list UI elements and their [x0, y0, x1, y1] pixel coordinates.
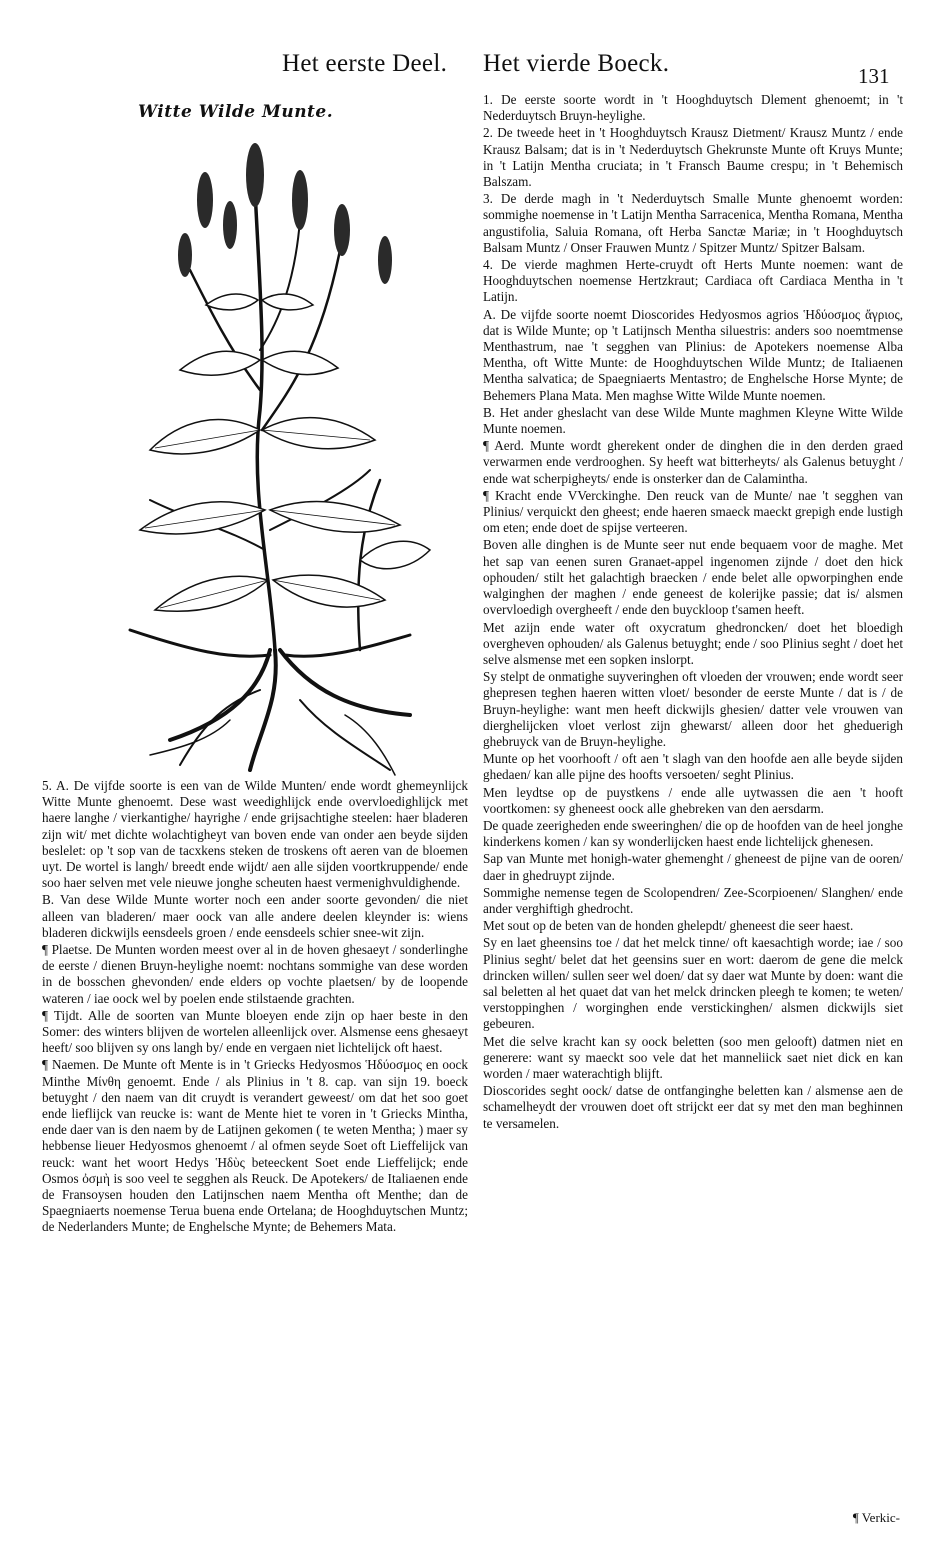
paragraph: Met azijn ende water oft oxycratum ghedroncken/ doet het bloedigh overgheven ophouden/ als Galenus betuyght; ende / soo Plinius seght / doet het selve alsmense met een sopken inslorpt.: [483, 619, 903, 667]
page-number: 131: [858, 64, 890, 88]
paragraph: Sy stelpt de onmatighe suyveringhen oft vloeden der vrouwen; ende wordt seer ghepresen teghen haeren witten vloet/ besonder de eerste Munte / dat is / de Bruyn-heylighe: want men heeft dickwijls ghesien/ datter vele vrouwen van dierghelijcken vloet verlost zijn ghewarst/ alleen door het gheduerigh ghebruyck van de Bruyn-heylighe.: [483, 669, 903, 749]
left-column-text: [42, 778, 468, 1236]
paragraph: 1. De eerste soorte wordt in 't Hooghduytsch Dlement ghenoemt; in 't Nederduytsch Bruyn-heylighe.: [483, 92, 903, 124]
paragraph: Boven alle dinghen is de Munte seer nut ende bequaem voor de maghe. Met het sap van eenen suren Granaet-appel ingenomen zijnde / doet den hick ophouden/ stilt het galachtigh braecken / ende belet alle opworpinghen ende walginghen der maghen / ende geneest de kolerijke passie; dat is/ alsmen overvloedigh overgheeft / ende den buyckloop t'samen heeft.: [483, 537, 903, 618]
paragraph: 3. De derde magh in 't Nederduytsch Smalle Munte ghenoemt worden: sommighe noemense in 't Latijn Mentha Sarracenica, Mentha Romana, Mentha angustifolia, Saluia Romana, oft Herba Sanctæ Mariæ; in 't Hooghduytsch Balsam Muntz / Onser Frauwen Muntz / Spitzer Muntz/ Spitzer Balsam.: [483, 191, 903, 255]
paragraph: ¶ Naemen. De Munte oft Mente is in 't Griecks Hedyosmos Ἡδύοσμος en oock Minthe Μίνθη genoemt. Ende / als Plinius in 't 8. cap. van sijn 19. boeck betuyght / den naem van dit cruydt is verandert geweest/ om dat het soo goet ende lieflijck van reucke is: want de Mente hiet te voren in 't Griecks Mintha, ende daer van is den naem by de Latijnen gekomen ( te weten Mentha; ) maer sy hebbense lieuer Hedyosmos ghenoemt / al ofmen seyde Soet oft Lieffelijck van reuck: want het woort Hedys Ἡδὺς beteeckent Soet ende Lieffelijck; ende Osmos ὀσμὴ is soo veel te segghen als Reuck. De Apotekers/ de Italiaenen ende de Fransoysen houden den Latijnschen naem Mentha oft Menthe; dan de Spaegniaerts noemense Terua buena ende Ortelana; de Hooghduytschen Muntz; de Nederlanders Munte; de Enghelsche Mynte; de Behemers Mata.: [42, 1057, 468, 1235]
paragraph: Dioscorides seght oock/ datse de ontfanginghe beletten kan / alsmense aen de schamelheydt der vrouwen doet oft strijckt eer dat sy met den man beghinnen te versamelen.: [483, 1083, 903, 1131]
paragraph: ¶ Aerd. Munte wordt gherekent onder de dinghen die in den derden graed verwarmen ende verdrooghen. Sy heeft wat bitterheyts/ als Galenus betuyght / ende wat scherpigheyts/ ende is onsterker dan de Calamintha.: [483, 438, 903, 486]
paragraph: ¶ Tijdt. Alle de soorten van Munte bloeyen ende zijn op haer beste in den Somer: des winters blijven de wortelen alleenlijck over. Alsmense eens ghesaeyt heeft/ soo blijven sy ons langh by/ ende en vergaen niet lichtelijck oft haest.: [42, 1007, 468, 1056]
paragraph: Sy en laet gheensins toe / dat het melck tinne/ oft kaesachtigh worde; iae / soo Plinius seght/ belet dat het geensins suer en wort: daerom de gene die melck drincken willen/ sullen seer wel doen/ dat sy daer wat Munte by doen: want die sal beletten al het quaet dat van het melck drincken pleegh te komen; te weten/ verstoppinghen / worginghen ende verstickinghen/ alsmen dickwijls siet gebeuren.: [483, 935, 903, 1032]
paragraph: B. Van dese Wilde Munte worter noch een ander soorte gevonden/ die niet alleen van bladeren/ maer oock van alle andere deelen kleynder is: wiens bladeren dickwijls eensdeels groen / ende eensdeels schier snee-wit zijn.: [42, 892, 468, 940]
paragraph: A. De vijfde soorte noemt Dioscorides Hedyosmos agrios Ἡδύοσμος ἄγριος, dat is Wilde Munte; op 't Latijnsch Mentha siluestris: anders soo noemtmense Menthastrum, nae 't segghen van Plinius: de Apotekers noemense Alba Mentha, oft Witte Munte: de Hooghduytschen Wilde Muntz; de Italiaenen Mentha salvatica; de Spaegniaerts Mentastro; de Enghelsche Horse Mynte; de Behemers Plana Mata. Men maghse Witte Wilde Munte noemen.: [483, 306, 903, 403]
paragraph: Munte op het voorhooft / oft aen 't slagh van den hoofde aen alle beyde sijden ghedaen/ kan alle pijne des hoofts versoeten/ seght Plinius.: [483, 751, 903, 783]
running-head-right: Het vierde Boeck.: [483, 50, 670, 77]
paragraph: ¶ Kracht ende VVerckinghe. Den reuck van de Munte/ nae 't segghen van Plinius/ verquickt den gheest; ende haeren smaeck maeckt grepigh ende lustigh om eten; ende doet de spijse verteeren.: [483, 487, 903, 536]
plate-title: Witte Wilde Munte.: [138, 102, 334, 122]
paragraph: Met sout op de beten van de honden ghelepdt/ gheneest die seer haest.: [483, 918, 854, 934]
right-column-text: [483, 92, 903, 1132]
paragraph: 4. De vierde maghmen Herte-cruydt oft Herts Munte noemen: want de Hooghduytschen noemense Hertzkraut; Cardiaca oft Cardiaca Mentha in 't Latijn.: [483, 257, 903, 305]
catchword: ¶ Verkic-: [852, 1510, 900, 1525]
paragraph: Men leydtse op de puystkens / ende alle uytwassen die aen 't hooft voortkomen: sy gheneest oock alle ghebreken van den aersdarm.: [483, 784, 903, 816]
paragraph: Met die selve kracht kan sy oock beletten (soo men gelooft) datmen niet en generere: want sy maeckt soo vele dat het manneliick saet niet dick en kan worden / maer waterachtigh blijft.: [483, 1033, 903, 1081]
paragraph: B. Het ander gheslacht van dese Wilde Munte maghmen Kleyne Witte Wilde Munte noemen.: [483, 404, 903, 437]
running-head-left: Het eerste Deel.: [282, 50, 448, 77]
paragraph: 5. A. De vijfde soorte is een van de Wilde Munten/ ende wordt ghemeynlijck Witte Munte ghenoemt. Dese wast weedighlijck ende overvloedighlijck met haere langhe / vierkantighe/ hayrighe / ende grijsachtighe steelen: haer bladeren zijn wit/ met dichte wolachtigheyt van boven ende van onder aen beyde sijden beslelet: op 't sop van de tacxkens steken de troskens oft aeren van de bloemen uyt. De wortel is langh/ breedt ende wijdt/ aen alle sijden voortkruppende/ ende soo haer selven met vele nieuwe jonghe scheuten haest vermenighvuldighende.: [42, 778, 468, 891]
paragraph: De quade zeerigheden ende sweeringhen/ die op de hoofden van de heel jonghe kinderkens komen / kan sy wonderlijcken haest ende lichtelijck ghenesen.: [483, 817, 903, 850]
paragraph: 2. De tweede heet in 't Hooghduytsch Krausz Dietment/ Krausz Muntz / ende Krausz Balsam; dat is in 't Nederduytsch Ghekrunste Munte oft Kruys Munte; in 't Latijn Mentha cruciata; in 't Fransch Baume crespu; in 't Behemisch Balszam.: [483, 125, 903, 190]
paragraph: Sap van Munte met honigh-water ghemenght / gheneest de pijne van de ooren/ daer in ghedruypt zijnde.: [483, 851, 903, 883]
paragraph: Sommighe nemense tegen de Scolopendren/ Zee-Scorpioenen/ Slanghen/ ende ander verghiftigh ghedrocht.: [483, 884, 903, 916]
paragraph: ¶ Plaetse. De Munten worden meest over al in de hoven ghesaeyt / sonderlinghe de eerste / dienen Bruyn-heylighe noemt: nochtans sommighe van dese worden in de bosschen ghevonden/ ende elders op vochte plaetsen/ by de loopende wateren / iae oock wel by poelen ende stilstaende grachten.: [42, 942, 468, 1006]
mint-plant-woodcut: [110, 130, 440, 780]
